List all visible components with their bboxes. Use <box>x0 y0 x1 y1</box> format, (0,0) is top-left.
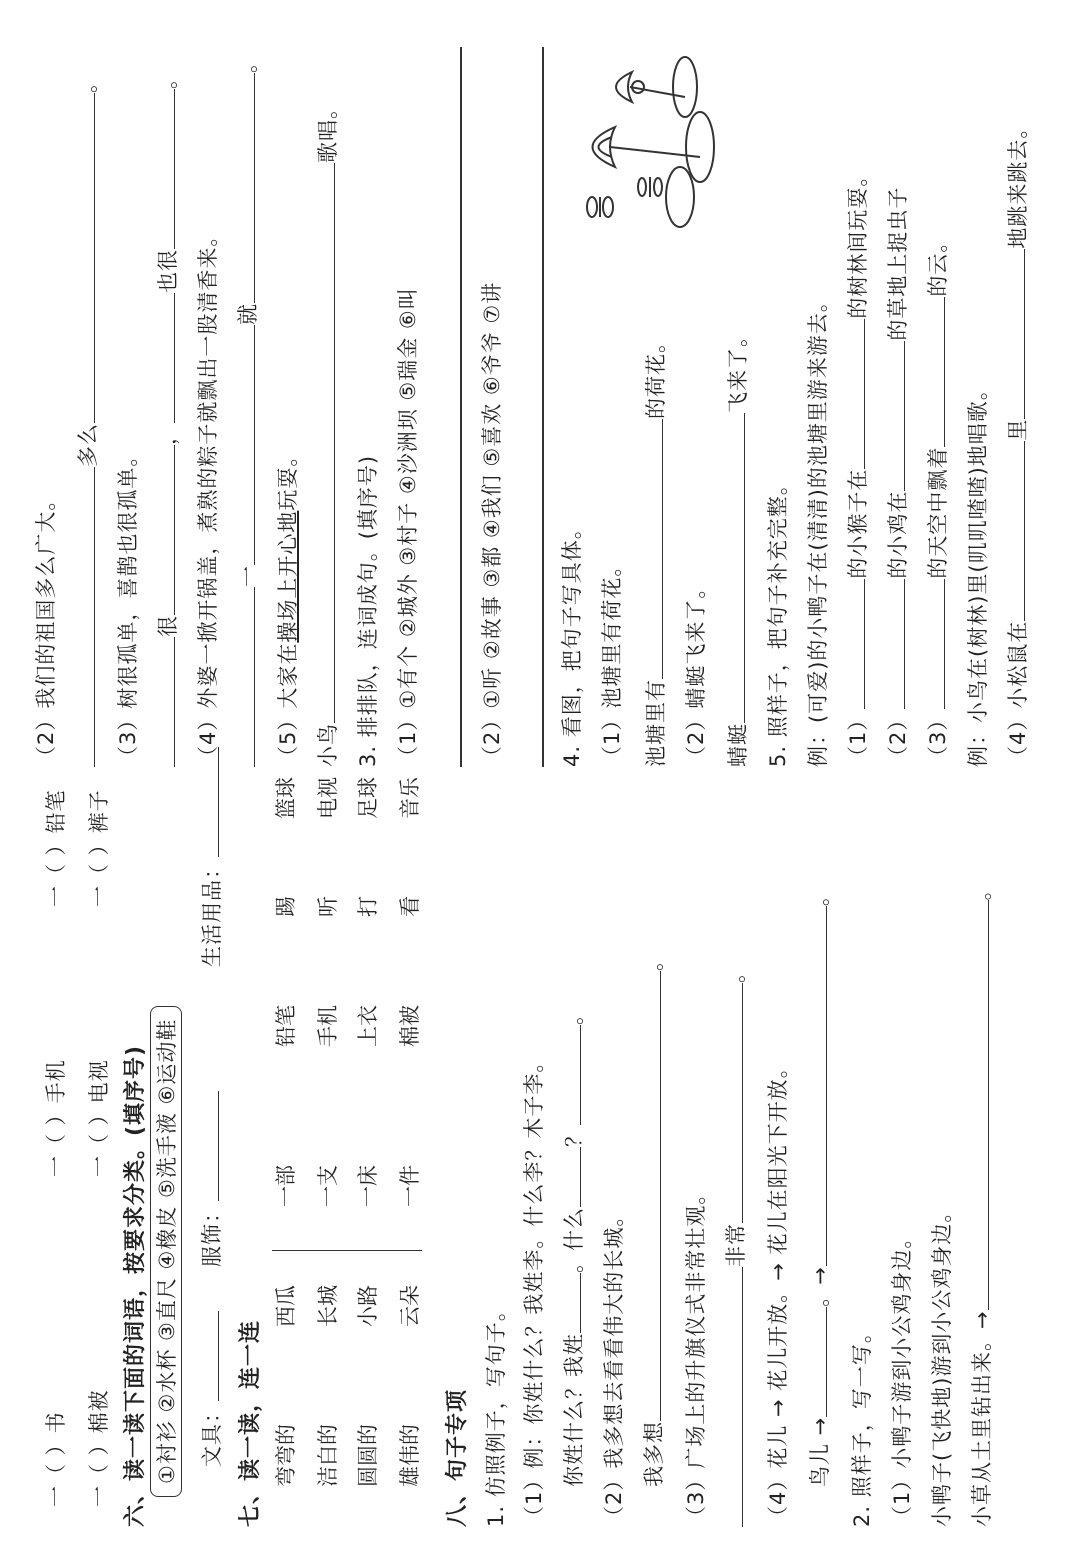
prompt-text: 鸟儿 → <box>808 1416 832 1487</box>
prompt-text: （3） <box>926 708 950 767</box>
prompt-text: 的树林间玩耍。 <box>846 164 870 319</box>
section-8-title: 八、句子专项 <box>445 1388 470 1527</box>
prompt-text: 。 <box>562 1003 586 1025</box>
prompt-text: 。 <box>724 961 748 983</box>
prompt-text: 的草地上捉虫子 <box>886 186 910 341</box>
a3: （3）树很孤单，喜鹊也很孤单。 <box>116 444 140 767</box>
clothing-label: 服饰： <box>200 1201 224 1267</box>
q2-1: （1）小鸭子游到小公鸡身边。 <box>890 1226 914 1527</box>
object-item[interactable]: 电视 <box>316 777 340 819</box>
verb-item[interactable]: 听 <box>316 896 340 917</box>
answer-blank[interactable] <box>804 1307 827 1417</box>
q3-1: （1）①有个 ②城外 ③村子 ④沙洲坝 ⑤瑞金 ⑥叫 <box>396 287 420 767</box>
verb-item[interactable]: 踢 <box>274 896 298 917</box>
prompt-text: （5）大家在 <box>276 642 300 767</box>
options-box: ①衬衫 ②水杯 ③直尺 ④橡皮 ⑤洗手液 ⑥运动鞋 <box>150 1006 182 1497</box>
measure-word[interactable]: 一床 <box>356 1165 380 1207</box>
a3-answer <box>152 67 182 767</box>
prompt-text: ， <box>156 423 180 445</box>
q4-2-answer <box>722 325 752 767</box>
q5-example-1: 例：(可爱)的小鸭子在(清清)的池塘里游来游去。 <box>806 290 830 767</box>
a2: （2）我们的祖国多么广大。 <box>34 488 58 767</box>
prompt-text: 我多想 <box>642 1421 666 1487</box>
answer-blank[interactable] <box>842 319 865 469</box>
q5-1 <box>842 165 872 767</box>
left-column <box>0 777 1080 1527</box>
q1-1-example: （1）例：你姓什么？我姓李。什么李？木子李。 <box>522 1050 546 1527</box>
q2-1-example: 小鸭子(飞快地)游到小公鸡身边。 <box>930 1200 954 1527</box>
prompt-text: 的小鸡在 <box>886 490 910 579</box>
measure-item: 一（ ）铅笔 <box>44 789 68 907</box>
q2: 2. 照样子，写一写。 <box>850 1321 874 1527</box>
q2-1-answer <box>966 878 996 1527</box>
prompt-text: 。 <box>236 51 260 73</box>
answer-blank[interactable] <box>232 325 255 565</box>
answer-blank[interactable] <box>882 341 905 491</box>
prompt-text: 的天空中飘着 <box>926 446 950 579</box>
prompt-text: 玩耍。 <box>276 444 300 511</box>
prompt-text: （4）小松鼠在 <box>1006 620 1030 767</box>
answer-line[interactable] <box>542 47 544 767</box>
prompt-text: 。 <box>642 949 666 971</box>
prompt-text: 一 <box>236 565 260 587</box>
prompt-text: 的云。 <box>926 230 950 297</box>
item-word[interactable]: 手机 <box>316 1005 340 1047</box>
right-column <box>0 27 1080 767</box>
adj-item[interactable]: 弯弯的 <box>274 1424 298 1487</box>
object-item[interactable]: 足球 <box>356 777 380 819</box>
prompt-text: ？ <box>562 1125 586 1147</box>
adj-item[interactable]: 洁白的 <box>316 1424 340 1487</box>
adj-item[interactable]: 圆圆的 <box>356 1424 380 1487</box>
prompt-text: 。 <box>808 884 832 907</box>
a2-answer <box>72 71 102 767</box>
answer-blank[interactable] <box>232 587 255 767</box>
divider <box>272 1250 422 1251</box>
measure-item: 一（ ）棉被 <box>87 1389 111 1507</box>
daily-label: 生活用品： <box>200 857 224 967</box>
prompt-text: 你姓什么？我姓 <box>562 1333 586 1487</box>
q5-2 <box>882 187 912 767</box>
prompt-text: 小鸟 <box>316 723 340 767</box>
a4-answer <box>232 51 262 767</box>
measure-word[interactable]: 一部 <box>274 1165 298 1207</box>
prompt-text: 歌唱。 <box>316 97 340 163</box>
q5-3 <box>922 231 952 767</box>
prompt-text: 也很 <box>156 249 180 293</box>
adj-item[interactable]: 雄伟的 <box>398 1424 422 1487</box>
q4: 4. 看图，把句子写具体。 <box>560 517 584 767</box>
answer-blank[interactable] <box>720 983 743 1223</box>
q3-2: （2）①听 ②故事 ③都 ④我们 ⑤喜欢 ⑥爷爷 ⑦讲 <box>480 281 504 767</box>
measure-word[interactable]: 一件 <box>398 1165 422 1207</box>
answer-blank[interactable] <box>922 297 945 447</box>
answer-blank[interactable] <box>882 579 905 709</box>
prompt-text: 小草从土里钻出来。→ <box>970 1310 994 1527</box>
s6-options <box>150 1006 182 1497</box>
q1-3: （3）广场上的升旗仪式非常壮观。 <box>684 1182 708 1527</box>
measure-row-2 <box>83 789 113 1507</box>
section-6-title: 六、读一读下面的词语，按要求分类。(填序号) <box>123 1044 148 1527</box>
noun-item[interactable]: 长城 <box>316 1285 340 1327</box>
prompt-text: 。→ <box>808 1266 832 1307</box>
measure-word[interactable]: 一支 <box>316 1165 340 1207</box>
answer-blank[interactable] <box>558 1147 581 1207</box>
matching-grid <box>270 777 440 1487</box>
answer-blank[interactable] <box>558 1025 581 1125</box>
q1-1-answer <box>558 1003 588 1487</box>
item-word[interactable]: 棉被 <box>398 1005 422 1047</box>
measure-item: 一（ ）书 <box>44 1411 68 1507</box>
lotus-dragonfly-illustration <box>560 37 730 237</box>
answer-blank[interactable] <box>558 1273 581 1333</box>
prompt-text: 很 <box>156 615 180 637</box>
q1: 1. 仿照例子，写句子。 <box>484 1299 508 1527</box>
answer-blank[interactable] <box>152 293 175 423</box>
answer-blank[interactable] <box>72 93 95 423</box>
q5-example-2: 例：小鸟在(树林)里(叽叽喳喳)地唱歌。 <box>966 378 990 767</box>
prompt-text: 蜻蜓 <box>726 723 750 767</box>
section-7-title: 七、读一读，连一连 <box>238 1319 263 1527</box>
prompt-text: 的荷花。 <box>644 331 668 419</box>
answer-blank[interactable] <box>196 1311 219 1401</box>
noun-item[interactable]: 云朵 <box>398 1285 422 1327</box>
prompt-text: 就 <box>236 303 260 325</box>
measure-item: 一（ ）裤子 <box>87 789 111 907</box>
prompt-text: 的小猴子在 <box>846 468 870 579</box>
verb-item[interactable]: 打 <box>356 896 380 917</box>
answer-blank[interactable] <box>1002 441 1025 621</box>
answer-blank[interactable] <box>1002 249 1025 419</box>
prompt-text: 地跳来跳去。 <box>1006 116 1030 249</box>
q4-1-answer <box>640 331 670 767</box>
prompt-text: （2） <box>886 708 910 767</box>
item-word[interactable]: 上衣 <box>356 1005 380 1047</box>
s6-answers <box>196 857 226 1467</box>
noun-item[interactable]: 小路 <box>356 1285 380 1327</box>
prompt-text: 多么 <box>76 423 100 467</box>
q1-4-answer <box>804 884 834 1487</box>
noun-item[interactable]: 西瓜 <box>274 1285 298 1327</box>
prompt-text: 。 <box>76 71 100 93</box>
measure-item: 一（ ）手机 <box>44 1059 68 1177</box>
measure-item: 一（ ）电视 <box>87 1059 111 1177</box>
q1-3-answer <box>720 961 750 1527</box>
answer-blank[interactable] <box>196 1091 219 1201</box>
answer-blank[interactable] <box>640 419 663 679</box>
q1-2-answer <box>638 949 668 1487</box>
q5-4 <box>1002 117 1032 767</box>
answer-line[interactable] <box>460 47 462 767</box>
prompt-text: 池塘里有 <box>644 679 668 767</box>
answer-blank[interactable] <box>152 637 175 767</box>
answer-blank[interactable] <box>152 89 175 249</box>
prompt-text: 。什么 <box>562 1207 586 1273</box>
answer-blank[interactable] <box>922 579 945 709</box>
answer-blank[interactable] <box>842 579 865 709</box>
q1-4: （4）花儿 → 花儿开放。→ 花儿在阳光下开放。 <box>766 1056 790 1527</box>
underlined-text: 操场上开心地 <box>276 510 300 643</box>
answer-blank[interactable] <box>638 971 661 1421</box>
a5 <box>272 445 302 767</box>
answer-blank[interactable] <box>312 163 335 723</box>
a5-answer <box>312 97 342 767</box>
object-item[interactable]: 篮球 <box>274 777 298 819</box>
answer-blank[interactable] <box>232 73 255 303</box>
answer-blank[interactable] <box>720 1267 743 1527</box>
prompt-text: 。 <box>970 878 994 901</box>
verb-item[interactable]: 看 <box>398 896 422 917</box>
q3: 3. 排排队，连词成句。(填序号) <box>356 454 380 767</box>
object-item[interactable]: 音乐 <box>398 777 422 819</box>
q5: 5. 照样子，把句子补充完整。 <box>766 473 790 767</box>
measure-row-1 <box>40 789 70 1507</box>
answer-blank[interactable] <box>152 445 175 615</box>
prompt-text: （1） <box>846 708 870 767</box>
a4: （4）外婆一掀开锅盖，煮熟的粽子就飘出一股清香来。 <box>196 224 220 767</box>
prompt-text: 飞来了。 <box>726 325 750 413</box>
q4-2: （2）蜻蜓飞来了。 <box>684 576 708 767</box>
prompt-text: 非常 <box>724 1223 748 1267</box>
stationery-label: 文具： <box>200 1401 224 1467</box>
item-word[interactable]: 铅笔 <box>274 1005 298 1047</box>
q1-2: （2）我多想去看看伟大的长城。 <box>602 1204 626 1527</box>
prompt-text: 。 <box>156 67 180 89</box>
q4-1: （1）池塘里有荷花。 <box>600 554 624 767</box>
prompt-text: 里 <box>1006 418 1030 441</box>
answer-blank[interactable] <box>966 900 989 1310</box>
answer-blank[interactable] <box>804 906 827 1266</box>
answer-blank[interactable] <box>722 413 745 723</box>
answer-blank[interactable] <box>72 467 95 767</box>
